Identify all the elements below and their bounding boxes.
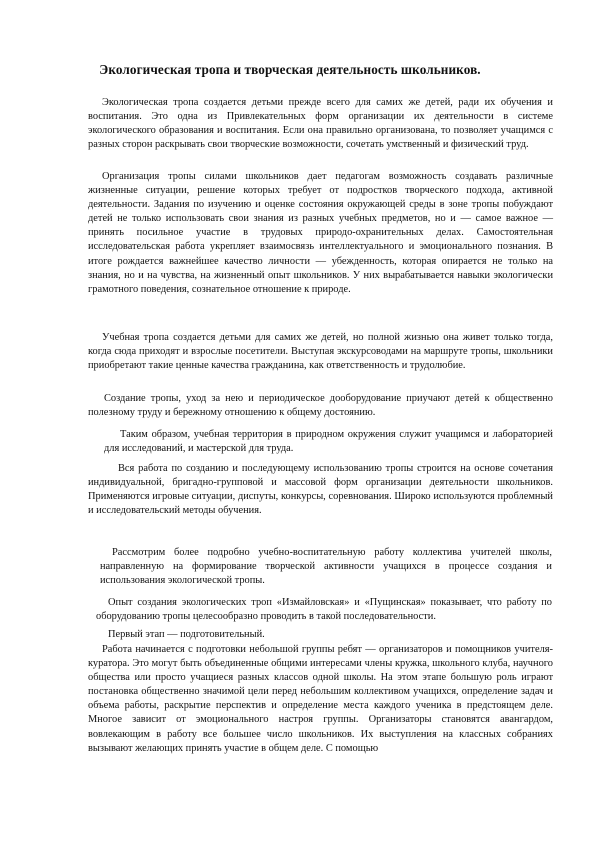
paragraph-9: Работа начинается с подготовки небольшой группы ребят — организаторов и помощников учителя-куратора. Это могут быть объединенные общими интересами члены кружка, школьного клуба, научного общества или просто учащиеся разных классов одной школы. На этом этапе большую роль играют постановка общественно значимой цели перед небольшим коллективом учащихся, определение задач и объема работы, раскрытие перспектив и определение места каждого ученика в предстоящем деле. Многое зависит от эмоционального настроя группы. Организаторы становятся авангардом, вовлекающим в работу все большее число школьников. Их выступления на классных собраниях вызывают желающих принять участие в общем деле. С помощью xyxy=(88,644,553,754)
paragraph-4: Создание тропы, уход за нею и периодическое дооборудование приучают детей к общественно полезному труду и бережному отношению к общему достоянию. xyxy=(88,393,553,419)
paragraph-3: Учебная тропа создается детьми для самих же детей, но полной жизнью она живет только тогда, когда сюда приходят и взрослые посетители. Выступая экскурсоводами на маршруте тропы, школьники приобретают такие ценные качества гражданина, как ответственность и трудолюбие. xyxy=(88,332,553,372)
paragraph-2: Организация тропы силами школьников дает педагогам возможность создавать различные жизненные ситуации, решение которых требует от подростков творческого подхода, активной деятельности. Задания по изучению и оценке состояния окружающей среды в зоне тропы побуждают детей не только использовать свои знания из разных учебных предметов, но и — самое важное — принять посильное участие в трудовых природо-охранительных делах. Самостоятельная исследовательская работа укрепляет взаимосвязь интеллектуального и эмоционального познания. В итоге рождается важнейшее качество личности — убежденность, которая опирается не только на знания, но и на чувства, на жизненный опыт школьников. У них вырабатывается навыки экологически грамотного поведения, сознательное отношение к природе. xyxy=(88,171,553,295)
paragraph-8: Опыт создания экологических троп «Измайловская» и «Пущинская» показывает, что работу по оборудованию тропы целесообразно проводить в такой последовательности. xyxy=(96,597,552,623)
paragraph-6: Вся работа по созданию и последующему использованию тропы строится на основе сочетания индивидуальной, бригадно-групповой и массовой форм организации деятельности школьников. Применяются игровые ситуации, диспуты, конкурсы, соревнования. Широко используются проблемный и исследовательский методы обучения. xyxy=(88,463,553,517)
section-heading-stage-1: Первый этап — подготовительный. xyxy=(108,629,265,640)
paragraph-1: Экологическая тропа создается детьми прежде всего для самих же детей, ради их обучения и воспитания. Это одна из Привлекательных форм организации их деятельности в системе экологического образования и воспитания. Если она правильно организована, то позволяет учащимся с разных сторон раскрывать свои творческие возможности, сочетать умственный и физический труд. xyxy=(88,97,553,151)
page-title: Экологическая тропа и творческая деятельность школьников. xyxy=(99,62,481,77)
paragraph-7: Рассмотрим более подробно учебно-воспитательную работу коллектива учителей школы, направленную на формирование творческой активности учащихся в процессе создания и использования экологической тропы. xyxy=(100,547,552,587)
paragraph-5: Таким образом, учебная территория в природном окружения служит учащимся и лабораторией для исследований, и мастерской для труда. xyxy=(104,429,553,455)
